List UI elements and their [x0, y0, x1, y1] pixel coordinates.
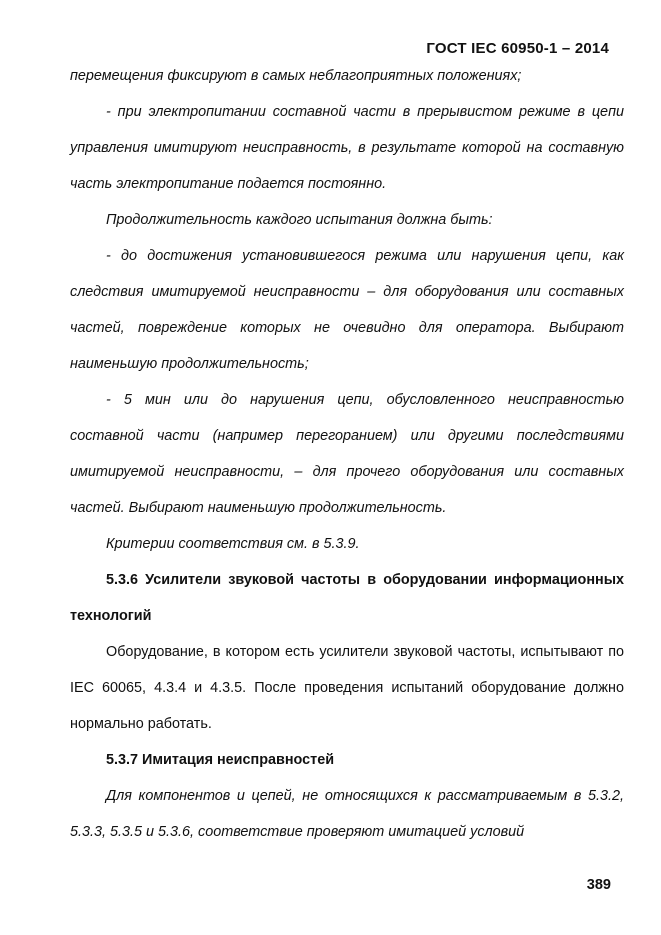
- paragraph-compliance-criteria: Критерии соответствия см. в 5.3.9.: [106, 536, 360, 552]
- page-number: 389: [586, 877, 611, 893]
- paragraph-steady-state: - до достижения установившегося режима или нарушения цепи, как следствия имитируемой неисправности – для оборудования или составных частей, повреждение которых не очевидно для оператора. Выбирают наименьшую продолжительность;: [70, 248, 624, 372]
- paragraph-audio-amplifiers: Оборудование, в котором есть усилители звуковой частоты, испытывают по IEC 60065, 4.3.4 и 4.3.5. После проведения испытаний оборудование должно нормально работать.: [70, 644, 624, 732]
- section-heading-5-3-6: 5.3.6 Усилители звуковой частоты в оборудовании информационных технологий: [70, 572, 624, 624]
- paragraph-test-duration: Продолжительность каждого испытания должна быть:: [106, 212, 493, 228]
- section-heading-5-3-7: 5.3.7 Имитация неисправностей: [106, 752, 335, 768]
- paragraph-intermittent-power: - при электропитании составной части в прерывистом режиме в цепи управления имитируют неисправность, в результате которой на составную часть электропитание подается постоянно.: [70, 104, 624, 192]
- paragraph-five-minutes: - 5 мин или до нарушения цепи, обусловленного неисправностью составной части (например перегоранием) или другими последствиями имитируемой неисправности, – для прочего оборудования или составных частей. Выбирают наименьшую продолжительность.: [70, 392, 624, 516]
- paragraph-fault-simulation: Для компонентов и цепей, не относящихся к рассматриваемым в 5.3.2, 5.3.3, 5.3.5 и 5.3.6, соответствие проверяют имитацией условий: [70, 788, 624, 840]
- document-header: ГОСТ IEC 60950-1 – 2014: [426, 40, 609, 57]
- paragraph-continuation: перемещения фиксируют в самых неблагоприятных положениях;: [70, 68, 522, 84]
- page-body: [70, 58, 624, 850]
